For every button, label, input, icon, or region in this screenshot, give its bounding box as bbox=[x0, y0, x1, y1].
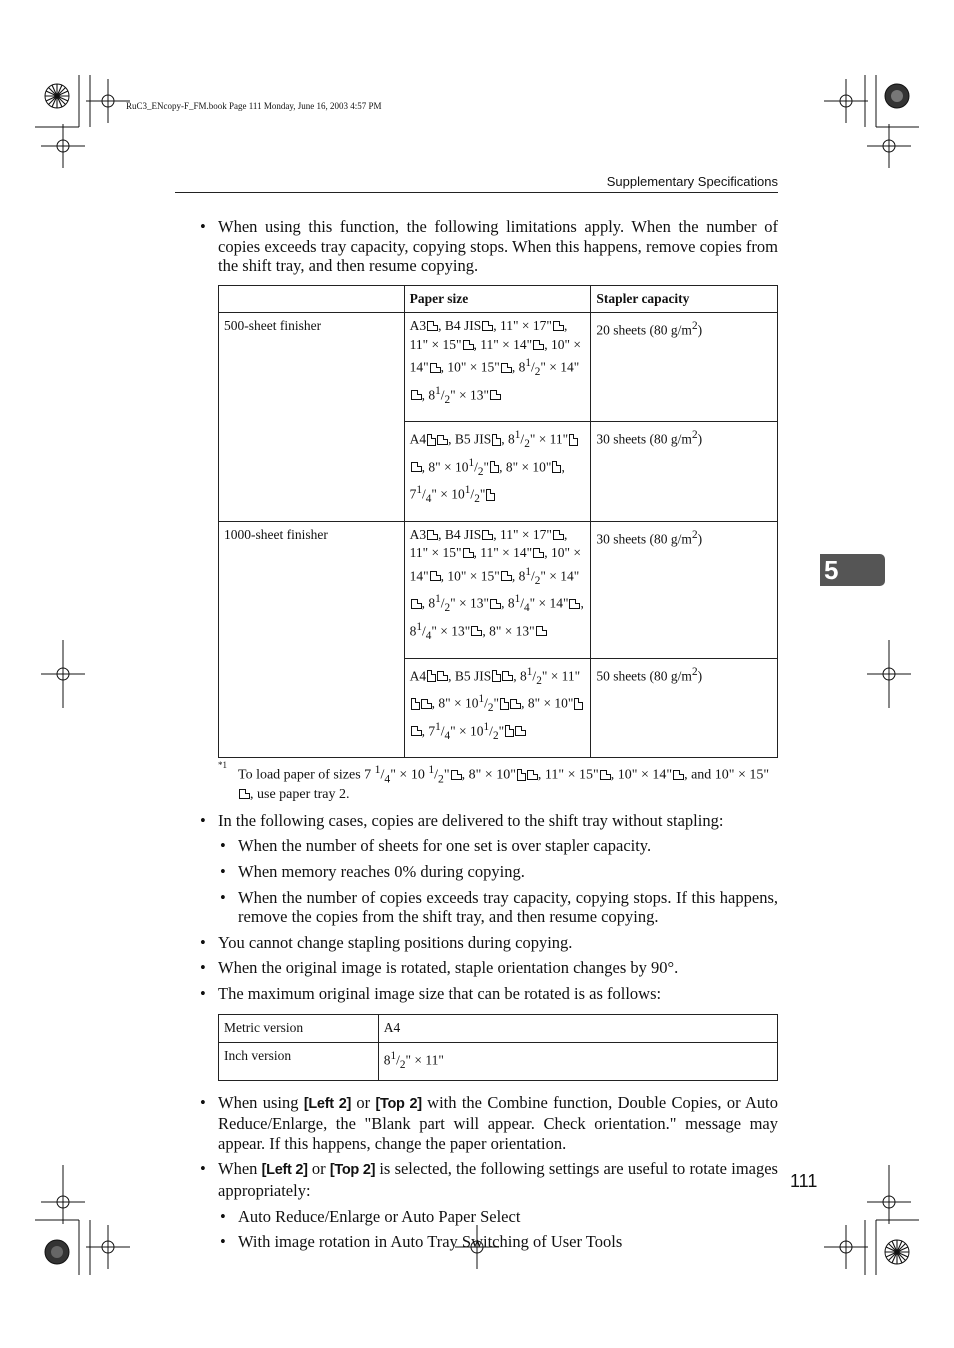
landscape-paper-icon bbox=[490, 599, 501, 609]
landscape-paper-icon bbox=[533, 548, 544, 558]
landscape-paper-icon bbox=[501, 571, 512, 581]
capacity-cell: 30 sheets (80 $g/m^2$) bbox=[591, 422, 778, 522]
landscape-paper-icon bbox=[600, 770, 611, 780]
portrait-paper-icon bbox=[500, 698, 509, 710]
landscape-paper-icon bbox=[421, 699, 432, 709]
finisher-500-cell: 500-sheet finisher bbox=[219, 313, 405, 522]
header-paper-size: Paper size bbox=[404, 285, 591, 312]
left-2-key: [Left 2] bbox=[261, 1162, 308, 1179]
landscape-paper-icon bbox=[673, 770, 684, 780]
paper-size-cell: A4 , B5 JIS , $8^1/_2$" × 11", 8" × $10^1/_2$" , 8" × 10" , $7^1/_4$" × $10^1/_2$" bbox=[404, 422, 591, 522]
capacity-cell: 30 sheets (80 $g/m^2$) bbox=[591, 521, 778, 658]
landscape-paper-icon bbox=[437, 435, 448, 445]
landscape-paper-icon bbox=[502, 671, 513, 681]
portrait-paper-icon bbox=[505, 725, 514, 737]
metric-label: Metric version bbox=[219, 1014, 379, 1042]
left-2-key: [Left 2] bbox=[303, 1095, 351, 1112]
stapler-capacity-table bbox=[218, 285, 778, 759]
portrait-paper-icon bbox=[517, 769, 526, 781]
landscape-paper-icon bbox=[451, 770, 462, 780]
portrait-paper-icon bbox=[492, 670, 501, 682]
landscape-paper-icon bbox=[427, 530, 438, 540]
portrait-paper-icon bbox=[486, 489, 495, 501]
footnote-mark: *1 bbox=[218, 760, 227, 771]
landscape-paper-icon bbox=[463, 548, 474, 558]
landscape-paper-icon bbox=[536, 626, 547, 636]
page-number: 111 bbox=[790, 1171, 818, 1191]
finisher-1000-cell: 1000-sheet finisher bbox=[219, 521, 405, 757]
header-blank bbox=[219, 285, 405, 312]
metric-value: A4 bbox=[378, 1014, 777, 1042]
radial-target-top-right bbox=[885, 84, 909, 108]
landscape-paper-icon bbox=[411, 726, 422, 736]
chapter-tab: 5 bbox=[820, 554, 885, 586]
page-body bbox=[198, 217, 778, 1258]
rotated-image-bullet: • When the original image is rotated, staple orientation changes by 90°. bbox=[198, 958, 778, 978]
landscape-paper-icon bbox=[411, 599, 422, 609]
radial-target-bottom-right bbox=[885, 1240, 909, 1264]
landscape-paper-icon bbox=[569, 599, 580, 609]
table-row bbox=[219, 1042, 778, 1080]
landscape-paper-icon bbox=[411, 462, 422, 472]
no-staple-cases-bullet: • In the following cases, copies are delivered to the shift tray without stapling: bbox=[198, 811, 778, 831]
print-slug: RuC3_ENcopy-F_FM.book Page 111 Monday, June 16, 2003 4:57 PM bbox=[126, 101, 382, 111]
paper-size-cell: A3 , B4 JIS , 11" × 17" , 11" × 15" , 11" × 14" , 10" × 14" , 10" × 15" , $8^1/_2$" × 14", $8^1/_2$" × 13" bbox=[404, 313, 591, 422]
landscape-paper-icon bbox=[437, 671, 448, 681]
radial-target-bottom-left bbox=[45, 1240, 69, 1264]
table-row bbox=[219, 521, 778, 658]
capacity-cell: 20 sheets (80 $g/m^2$) bbox=[591, 313, 778, 422]
case-tray-capacity: • When the number of copies exceeds tray capacity, copying stops. If this happens, remove the copies from the shift tray, and then resume copying. bbox=[218, 888, 778, 927]
paper-size-cell: A3 , B4 JIS , 11" × 17" , 11" × 15" , 11" × 14" , 10" × 14" , 10" × 15" , $8^1/_2$" × 14", $8^1/_2$" × 13" , $8^1/_4$" × 14" , $8^1/_4$" × 13" , 8" × 13" bbox=[404, 521, 591, 658]
radial-target-top-left bbox=[45, 84, 69, 108]
table-row bbox=[219, 313, 778, 422]
landscape-paper-icon bbox=[482, 530, 493, 540]
landscape-paper-icon bbox=[430, 363, 441, 373]
landscape-paper-icon bbox=[515, 726, 526, 736]
inch-label: Inch version bbox=[219, 1042, 379, 1080]
table-header-row bbox=[219, 285, 778, 312]
landscape-paper-icon bbox=[239, 789, 250, 799]
landscape-paper-icon bbox=[501, 363, 512, 373]
landscape-paper-icon bbox=[427, 321, 438, 331]
paper-size-cell: A4 , B5 JIS , $8^1/_2$" × 11", 8" × $10^1/_2$" , 8" × 10", $7^1/_4$" × $10^1/_2$" bbox=[404, 658, 591, 758]
setting-auto-reduce: • Auto Reduce/Enlarge or Auto Paper Select bbox=[218, 1207, 778, 1227]
header-stapler-capacity: Stapler capacity bbox=[591, 285, 778, 312]
header-rule bbox=[175, 192, 778, 193]
portrait-paper-icon bbox=[552, 461, 561, 473]
landscape-paper-icon bbox=[553, 530, 564, 540]
portrait-paper-icon bbox=[492, 434, 501, 446]
footnote: *1 To load paper of sizes 7 $^1/_4$" × 10 $^1/_2$" , 8" × 10" , 11" × 15" , 10" × 14" , and 10" × 15", use paper tray 2. bbox=[218, 760, 770, 803]
max-size-bullet: • The maximum original image size that can be rotated is as follows: bbox=[198, 984, 778, 1004]
running-head: Supplementary Specifications bbox=[606, 174, 778, 189]
rotation-size-table bbox=[218, 1014, 778, 1081]
case-over-capacity: • When the number of sheets for one set is over stapler capacity. bbox=[218, 836, 778, 856]
portrait-paper-icon bbox=[427, 434, 436, 446]
no-change-position-bullet: • You cannot change stapling positions during copying. bbox=[198, 933, 778, 953]
landscape-paper-icon bbox=[510, 699, 521, 709]
combine-bullet: • When using [Left 2] or [Top 2] with the Combine function, Double Copies, or Auto Reduce/Enlarge, the "Blank part will appear. Check orientation." message may appear. If this happens, change the paper orientation. bbox=[198, 1093, 778, 1154]
top-2-key: [Top 2] bbox=[375, 1095, 422, 1112]
table-row bbox=[219, 1014, 778, 1042]
intro-bullet: • When using this function, the following limitations apply. When the number of copies exceeds tray capacity, copying stops. When this happens, remove copies from the shift tray, and then resume copying. bbox=[198, 217, 778, 276]
landscape-paper-icon bbox=[430, 571, 441, 581]
landscape-paper-icon bbox=[490, 390, 501, 400]
landscape-paper-icon bbox=[527, 770, 538, 780]
landscape-paper-icon bbox=[471, 626, 482, 636]
portrait-paper-icon bbox=[427, 670, 436, 682]
rotate-settings-bullet: • When [Left 2] or [Top 2] is selected, the following settings are useful to rotate images appropriately: bbox=[198, 1159, 778, 1200]
portrait-paper-icon bbox=[569, 434, 578, 446]
capacity-cell: 50 sheets (80 $g/m^2$) bbox=[591, 658, 778, 758]
landscape-paper-icon bbox=[553, 321, 564, 331]
portrait-paper-icon bbox=[574, 698, 583, 710]
top-2-key: [Top 2] bbox=[329, 1162, 376, 1179]
portrait-paper-icon bbox=[490, 461, 499, 473]
landscape-paper-icon bbox=[411, 390, 422, 400]
landscape-paper-icon bbox=[463, 340, 474, 350]
case-memory-full: • When memory reaches 0% during copying. bbox=[218, 862, 778, 882]
portrait-paper-icon bbox=[411, 698, 420, 710]
landscape-paper-icon bbox=[533, 340, 544, 350]
landscape-paper-icon bbox=[482, 321, 493, 331]
setting-auto-tray-switching: • With image rotation in Auto Tray Switching of User Tools bbox=[218, 1232, 778, 1252]
inch-value: $8^1/_2$" × 11" bbox=[378, 1042, 777, 1080]
